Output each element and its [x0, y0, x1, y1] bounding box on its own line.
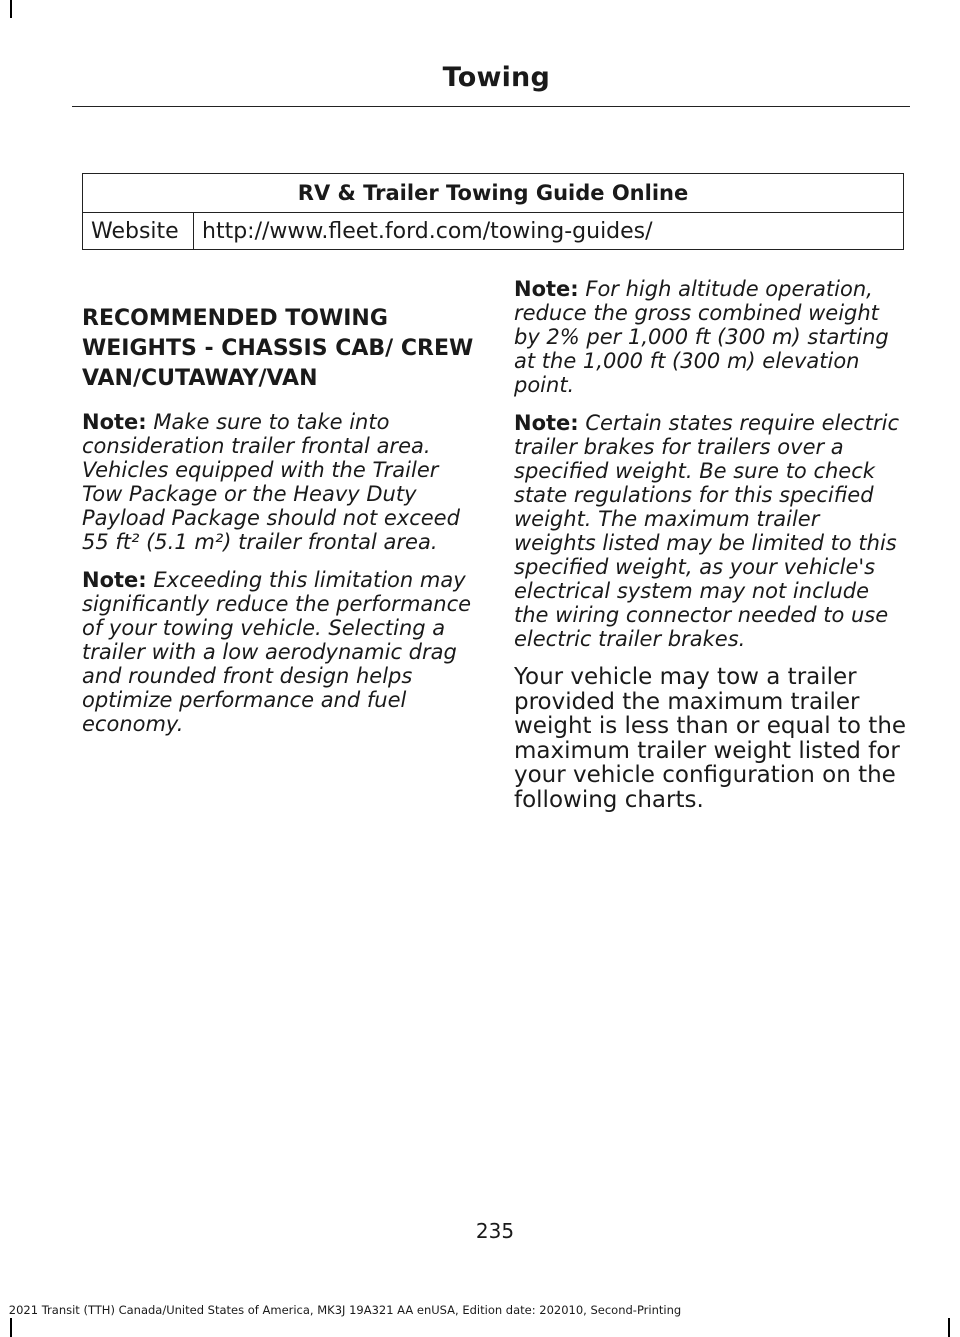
note-performance: [82, 568, 475, 736]
crop-mark: [10, 0, 12, 18]
note-text: For high altitude operation, reduce the gross combined weight by 2% per 1,000 ft (300 m) starting at the 1,000 ft (300 m) elevation point.: [514, 277, 889, 397]
note-label: Note:: [514, 277, 579, 301]
note-label: Note:: [82, 568, 147, 592]
section-heading: RECOMMENDED TOWING WEIGHTS - CHASSIS CAB/ CREW VAN/CUTAWAY/VAN: [82, 306, 474, 391]
note-text: Make sure to take into consideration trailer frontal area. Vehicles equipped with the Trailer Tow Package or the Heavy Duty Payload Package should not exceed 55 ft² (5.1 m²) trailer frontal area.: [82, 410, 460, 554]
header-divider: [72, 106, 910, 107]
note-frontal-area: [82, 410, 475, 554]
website-link[interactable]: http://www.fleet.ford.com/towing-guides/: [194, 213, 904, 250]
table-header-row: [83, 174, 904, 213]
right-column: [514, 277, 907, 826]
note-label: Note:: [82, 410, 147, 434]
footer-edition-info: 2021 Transit (TTH) Canada/United States of America, MK3J 19A321 AA enUSA, Edition date: 202010, Second-Printing: [8, 1303, 682, 1317]
page-header-title: Towing: [442, 62, 550, 93]
left-column: [82, 304, 475, 750]
note-high-altitude: [514, 277, 907, 397]
body-paragraph: Your vehicle may tow a trailer provided the maximum trailer weight is less than or equal to the maximum trailer weight listed for your vehicle configuration on the following charts.: [514, 664, 907, 813]
note-text: Exceeding this limitation may significantly reduce the performance of your towing vehicle. Selecting a trailer with a low aerodynamic drag and rounded front design helps optimize performance and fuel economy.: [82, 568, 472, 736]
online-guide-table: [82, 173, 904, 250]
crop-mark: [948, 1318, 950, 1337]
crop-mark: [10, 1318, 12, 1337]
note-label: Note:: [514, 411, 579, 435]
note-text: Certain states require electric trailer brakes for trailers over a specified weight. Be sure to check state regulations for this specified weight. The maximum trailer weights listed may be limited to this specified weight, as your vehicle's electrical system may not include the wiring connector needed to use electric trailer brakes.: [514, 411, 900, 651]
table-cell-label: Website: [83, 213, 194, 250]
table-heading: RV & Trailer Towing Guide Online: [83, 174, 904, 213]
page-number: 235: [475, 1219, 515, 1243]
note-electric-brakes: [514, 411, 907, 651]
table-row: [83, 213, 904, 250]
